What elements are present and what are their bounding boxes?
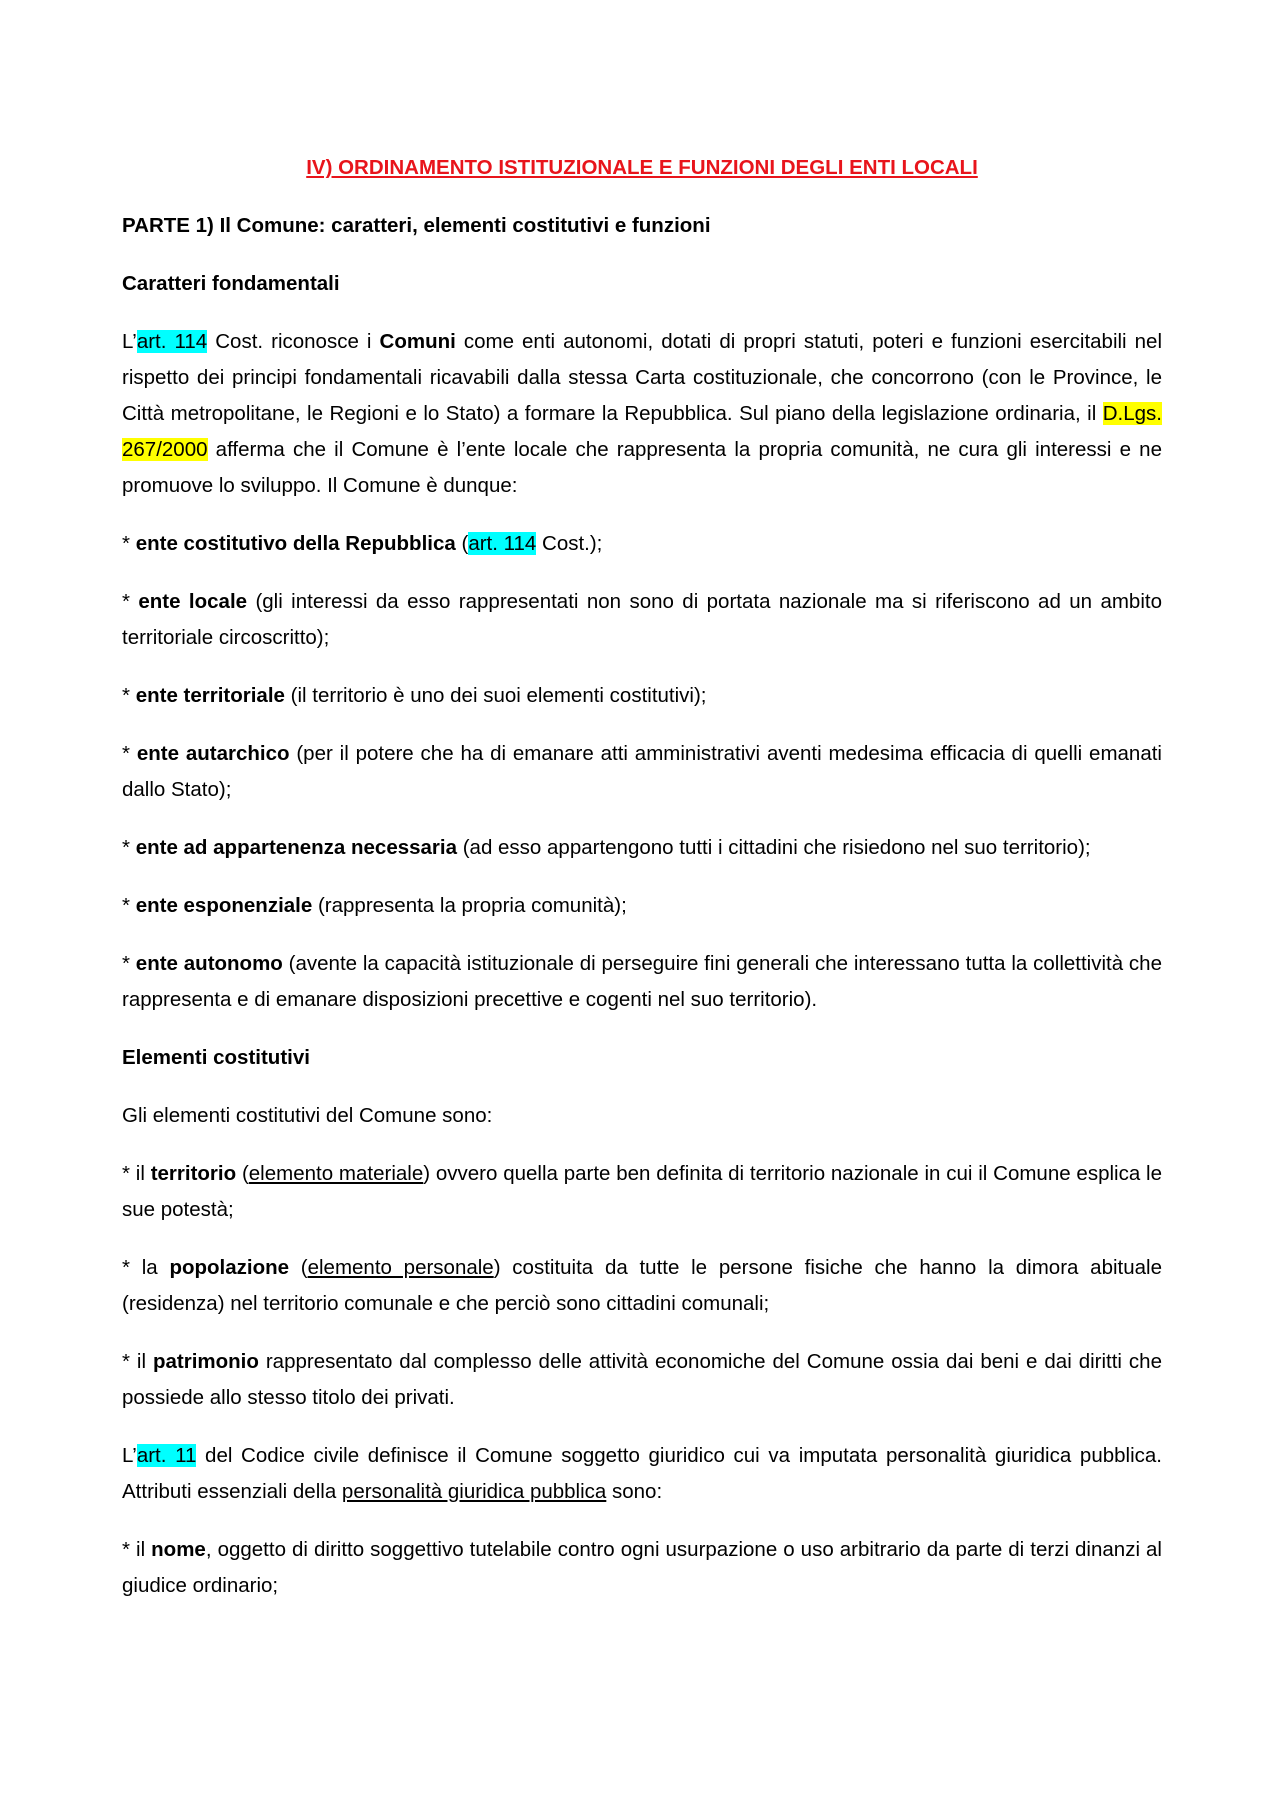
- list-item: * ente autonomo (avente la capacità istituzionale di perseguire fini generali che interessano tutta la collettività che rappresenta e di emanare disposizioni precettive e cogenti nel suo territorio).: [122, 952, 1162, 1011]
- ref-art-114: art. 114: [468, 532, 537, 555]
- list-item: * ente esponenziale (rappresenta la propria comunità);: [122, 894, 627, 917]
- elementi-intro: Gli elementi costitutivi del Comune sono:: [122, 1104, 493, 1127]
- list-item: * il nome, oggetto di diritto soggettivo tutelabile contro ogni usurpazione o uso arbitrario da parte di terzi dinanzi al giudice ordinario;: [122, 1538, 1162, 1597]
- codice-civile-paragraph: L’art. 11 del Codice civile definisce il Comune soggetto giuridico cui va imputata personalità giuridica pubblica. Attributi essenziali della personalità giuridica pubblica sono:: [122, 1444, 1162, 1503]
- list-item: * la popolazione (elemento personale) costituita da tutte le persone fisiche che hanno la dimora abituale (residenza) nel territorio comunale e che perciò sono cittadini comunali;: [122, 1256, 1162, 1315]
- ref-art-11: art. 11: [136, 1444, 197, 1467]
- ref-art-114: art. 114: [136, 330, 208, 353]
- list-item: * ente ad appartenenza necessaria (ad esso appartengono tutti i cittadini che risiedono nel suo territorio);: [122, 836, 1091, 859]
- ref-dlgs-267-2000: D.Lgs. 267/2000: [122, 402, 1162, 461]
- list-item: * il patrimonio rappresentato dal complesso delle attività economiche del Comune ossia dai beni e dai diritti che possiede allo stesso titolo dei privati.: [122, 1350, 1162, 1409]
- section-heading-caratteri: Caratteri fondamentali: [122, 272, 340, 295]
- document-page: [122, 150, 1162, 1626]
- intro-paragraph: L’art. 114 Cost. riconosce i Comuni come enti autonomi, dotati di propri statuti, poteri e funzioni esercitabili nel rispetto dei principi fondamentali ricavabili dalla stessa Carta costituzionale, che concorrono (con le Province, le Città metropolitane, le Regioni e lo Stato) a formare la Repubblica. Sul piano della legislazione ordinaria, il D.Lgs. 267/2000 afferma che il Comune è l’ente locale che rappresenta la propria comunità, ne cura gli interessi e ne promuove lo sviluppo. Il Comune è dunque:: [122, 330, 1163, 497]
- list-item: * il territorio (elemento materiale) ovvero quella parte ben definita di territorio nazionale in cui il Comune esplica le sue potestà;: [122, 1162, 1162, 1221]
- part-heading: PARTE 1) Il Comune: caratteri, elementi costitutivi e funzioni: [122, 214, 711, 237]
- list-item: * ente autarchico (per il potere che ha di emanare atti amministrativi aventi medesima efficacia di quelli emanati dallo Stato);: [122, 742, 1162, 801]
- section-heading-elementi: Elementi costitutivi: [122, 1046, 310, 1069]
- list-item: * ente territoriale (il territorio è uno dei suoi elementi costitutivi);: [122, 684, 707, 707]
- list-item: * ente locale (gli interessi da esso rappresentati non sono di portata nazionale ma si riferiscono ad un ambito territoriale circoscritto);: [122, 590, 1162, 649]
- list-item: * ente costitutivo della Repubblica (art. 114 Cost.);: [122, 532, 603, 555]
- document-title: IV) ORDINAMENTO ISTITUZIONALE E FUNZIONI DEGLI ENTI LOCALI: [306, 156, 978, 179]
